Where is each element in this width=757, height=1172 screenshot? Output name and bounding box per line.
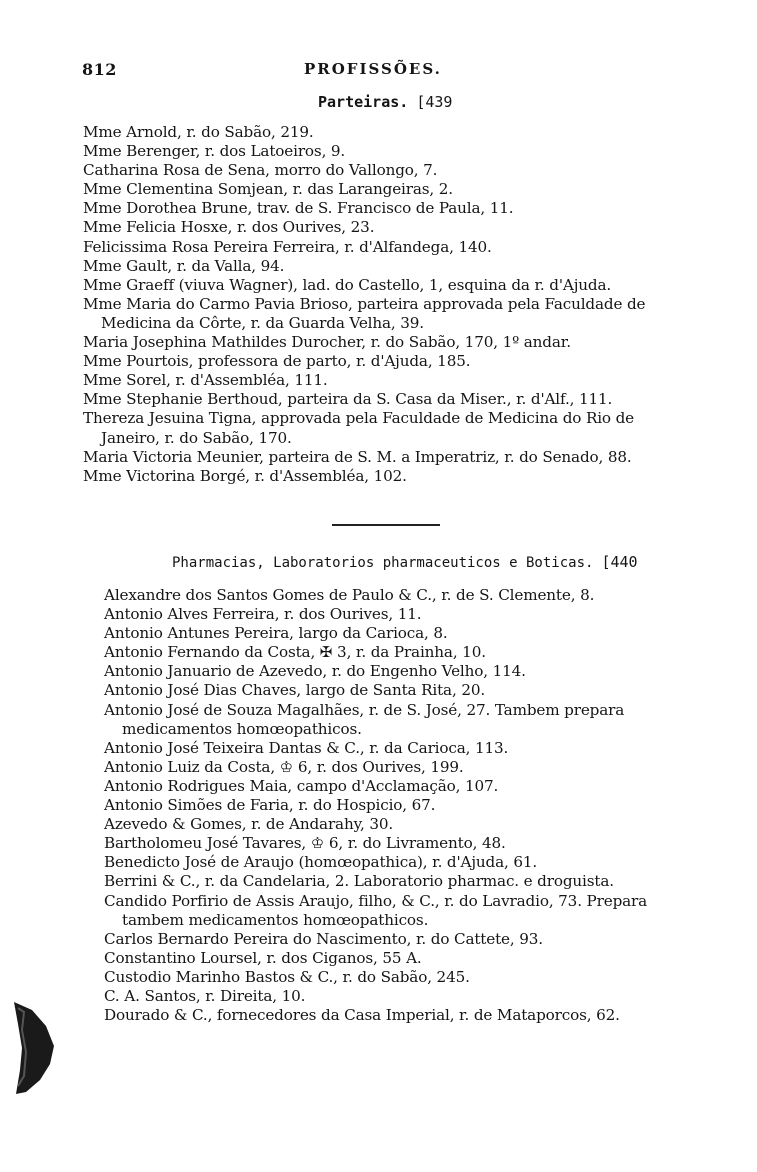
list-item: Azevedo & Gomes, r. de Andarahy, 30. — [104, 815, 394, 834]
list-item: Antonio José Teixeira Dantas & C., r. da Carioca, 113. — [104, 738, 509, 757]
list-item: Antonio José de Souza Magalhães, r. de S. José, 27. Tambem prepara medicamentos homœopathicos. — [104, 700, 625, 738]
section-divider — [332, 524, 440, 526]
section-title: Parteiras. — [318, 93, 409, 111]
parteiras-list — [83, 123, 681, 486]
section-heading-pharmacias — [172, 552, 638, 571]
list-item: Mme Sorel, r. d'Assembléa, 111. — [83, 371, 328, 390]
list-item: Bartholomeu José Tavares, ♔ 6, r. do Livramento, 48. — [104, 834, 506, 853]
section-title: Pharmacias, Laboratorios pharmaceuticos e Boticas. — [172, 555, 594, 571]
list-item: Antonio Alves Ferreira, r. dos Ourives, 11. — [104, 605, 422, 624]
page-header — [82, 60, 652, 84]
pharmacias-list — [104, 586, 688, 1025]
list-item: Mme Clementina Somjean, r. das Larangeiras, 2. — [83, 180, 453, 199]
list-item: Mme Dorothea Brune, trav. de S. Francisco de Paula, 11. — [83, 199, 514, 218]
section-heading-parteiras — [318, 92, 452, 111]
list-item: Mme Graeff (viuva Wagner), lad. do Castello, 1, esquina da r. d'Ajuda. — [83, 275, 612, 294]
list-item: Antonio Simões de Faria, r. do Hospicio, 67. — [104, 796, 436, 815]
list-item: Mme Stephanie Berthoud, parteira da S. Casa da Miser., r. d'Alf., 111. — [83, 390, 613, 409]
list-item: Carlos Bernardo Pereira do Nascimento, r. do Cattete, 93. — [104, 929, 543, 948]
list-item: Dourado & C., fornecedores da Casa Imperial, r. de Mataporcos, 62. — [104, 1006, 620, 1025]
page-number: 812 — [82, 60, 117, 79]
list-item: C. A. Santos, r. Direita, 10. — [104, 986, 306, 1005]
list-item: Candido Porfirio de Assis Araujo, filho, & C., r. do Lavradio, 73. Prepara tambem medicamentos homœopathicos. — [104, 891, 648, 929]
list-item: Mme Pourtois, professora de parto, r. d'Ajuda, 185. — [83, 352, 471, 371]
section-code: [440 — [601, 553, 638, 571]
list-item: Antonio José Dias Chaves, largo de Santa Rita, 20. — [104, 681, 486, 700]
list-item: Berrini & C., r. da Candelaria, 2. Laboratorio pharmac. e droguista. — [104, 872, 614, 891]
section-code: [439 — [416, 93, 453, 111]
list-item: Mme Gault, r. da Valla, 94. — [83, 256, 285, 275]
list-item: Custodio Marinho Bastos & C., r. do Sabão, 245. — [104, 967, 470, 986]
list-item: Antonio Rodrigues Maia, campo d'Acclamação, 107. — [104, 776, 499, 795]
page-edge-blot-icon — [12, 1000, 56, 1096]
list-item: Mme Victorina Borgé, r. d'Assembléa, 102. — [83, 466, 407, 485]
list-item: Antonio Antunes Pereira, largo da Carioca, 8. — [104, 624, 448, 643]
list-item: Maria Josephina Mathildes Durocher, r. do Sabão, 170, 1º andar. — [83, 333, 571, 352]
list-item: Catharina Rosa de Sena, morro do Vallongo, 7. — [83, 161, 438, 180]
list-item: Mme Felicia Hosxe, r. dos Ourives, 23. — [83, 218, 375, 237]
list-item: Mme Berenger, r. dos Latoeiros, 9. — [83, 142, 346, 161]
list-item: Constantino Loursel, r. dos Ciganos, 55 A. — [104, 948, 422, 967]
list-item: Thereza Jesuina Tigna, approvada pela Faculdade de Medicina do Rio de Janeiro, r. do Sabão, 170. — [83, 409, 635, 447]
list-item: Antonio Luiz da Costa, ♔ 6, r. dos Ourives, 199. — [104, 757, 464, 776]
list-item: Mme Maria do Carmo Pavia Brioso, parteira approvada pela Faculdade de Medicina da Côrte, r. da Guarda Velha, 39. — [83, 294, 646, 332]
list-item: Felicissima Rosa Pereira Ferreira, r. d'Alfandega, 140. — [83, 237, 492, 256]
running-title: PROFISSÕES. — [304, 60, 442, 78]
list-item: Maria Victoria Meunier, parteira de S. M. a Imperatriz, r. do Senado, 88. — [83, 447, 632, 466]
list-item: Mme Arnold, r. do Sabão, 219. — [83, 123, 314, 141]
list-item: Benedicto José de Araujo (homœopathica), r. d'Ajuda, 61. — [104, 853, 538, 872]
list-item: Antonio Fernando da Costa, ✠ 3, r. da Prainha, 10. — [104, 643, 486, 662]
list-item: Antonio Januario de Azevedo, r. do Engenho Velho, 114. — [104, 662, 526, 681]
list-item: Alexandre dos Santos Gomes de Paulo & C., r. de S. Clemente, 8. — [104, 586, 595, 604]
